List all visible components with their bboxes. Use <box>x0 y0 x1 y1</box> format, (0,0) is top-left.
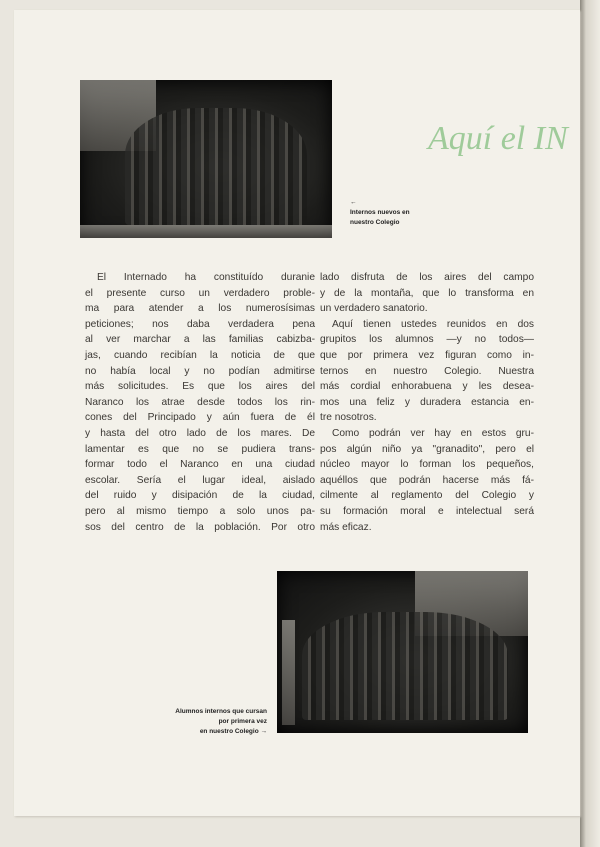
text-line: su formación moral e intelectual será <box>320 505 534 517</box>
page-spine <box>580 0 600 847</box>
text-line: más eficaz. <box>320 521 372 533</box>
text-line: jas, cuando recibían la noticia de que <box>85 349 315 361</box>
text-line: lado disfruta de los aires del campo <box>320 272 534 283</box>
photo-students <box>125 108 306 225</box>
text-line: lamentar es que no se pudiera trans- <box>85 443 315 455</box>
text-line: tre nosotros. <box>320 412 377 424</box>
text-line: El Internado ha constituído duranie <box>97 272 315 283</box>
section-title: Aquí el IN <box>428 120 568 157</box>
text-line: sos del centro de la población. Por otro <box>85 521 315 533</box>
photo-students <box>302 612 508 721</box>
caption-arrow-right: → <box>260 728 267 735</box>
photo-steps <box>80 225 332 238</box>
text-line: al ver marchar a las familias cabizba- <box>85 334 315 346</box>
text-line: mos una feliz y duradera estancia en- <box>320 396 534 408</box>
text-line: y hasta del otro lado de los mares. De <box>85 427 315 439</box>
text-line: peticiones; nos daba verdadera pena <box>85 318 315 330</box>
text-line: ternos en nuestro Colegio. Nuestra <box>320 365 534 377</box>
text-line: y de la montaña, que lo transforma en <box>320 287 534 299</box>
text-line: ma para atender a los numerosísimas <box>85 303 315 315</box>
text-line: el presente curso un verdadero proble- <box>85 287 315 299</box>
text-line: Naranco los atrae desde todos los rin- <box>85 396 315 408</box>
caption-bottom <box>150 707 267 737</box>
caption-line: por primera vez <box>218 718 267 725</box>
text-column-right <box>320 270 534 535</box>
photo-pillar <box>282 620 295 725</box>
text-line: pos algún niño ya "granadito", pero el <box>320 443 534 455</box>
text-line: grupitos los alumnos —y no todos— <box>320 334 534 346</box>
text-line: más solicitudes. Es que los aires del <box>85 381 315 393</box>
text-line: cilmente al reglamento del Colegio y <box>320 490 534 502</box>
text-line: pero al mismo tiempo a solo unos pa- <box>85 505 315 517</box>
caption-line: Alumnos internos que cursan <box>175 708 267 715</box>
text-line: un verdadero sanatorio. <box>320 303 428 315</box>
text-column-left <box>85 270 315 535</box>
text-line: que por primera vez figuran como in- <box>320 349 534 361</box>
text-line: más cordial enhorabuena y les desea- <box>320 381 534 393</box>
text-line: núcleo mayor lo forman los pequeños, <box>320 459 534 471</box>
text-line: del ruido y disipación de la ciudad, <box>85 490 315 502</box>
group-photo-new-boarders <box>80 80 332 238</box>
caption-line <box>150 727 267 737</box>
caption-line: nuestro Colegio <box>350 219 400 226</box>
text-line: escolar. Sería el lugar ideal, aislado <box>85 474 315 486</box>
caption-line: Internos nuevos en <box>350 209 410 216</box>
group-photo-first-year-boarders <box>277 571 528 733</box>
text-line: aquéllos que podrán hacerse más fá- <box>320 474 534 486</box>
text-line: Como podrán ver hay en estos gru- <box>332 427 534 439</box>
caption-text: en nuestro Colegio <box>199 728 259 735</box>
text-line: no había local y no podían admitirse <box>85 365 315 377</box>
text-line: formar todo el Naranco en una ciudad <box>85 459 315 471</box>
text-line: cones del Principado y aún fuera de él <box>85 412 315 424</box>
text-line: Aquí tienen ustedes reunidos en dos <box>332 318 534 330</box>
caption-arrow-left: ← <box>350 199 357 206</box>
caption-top <box>350 198 450 228</box>
